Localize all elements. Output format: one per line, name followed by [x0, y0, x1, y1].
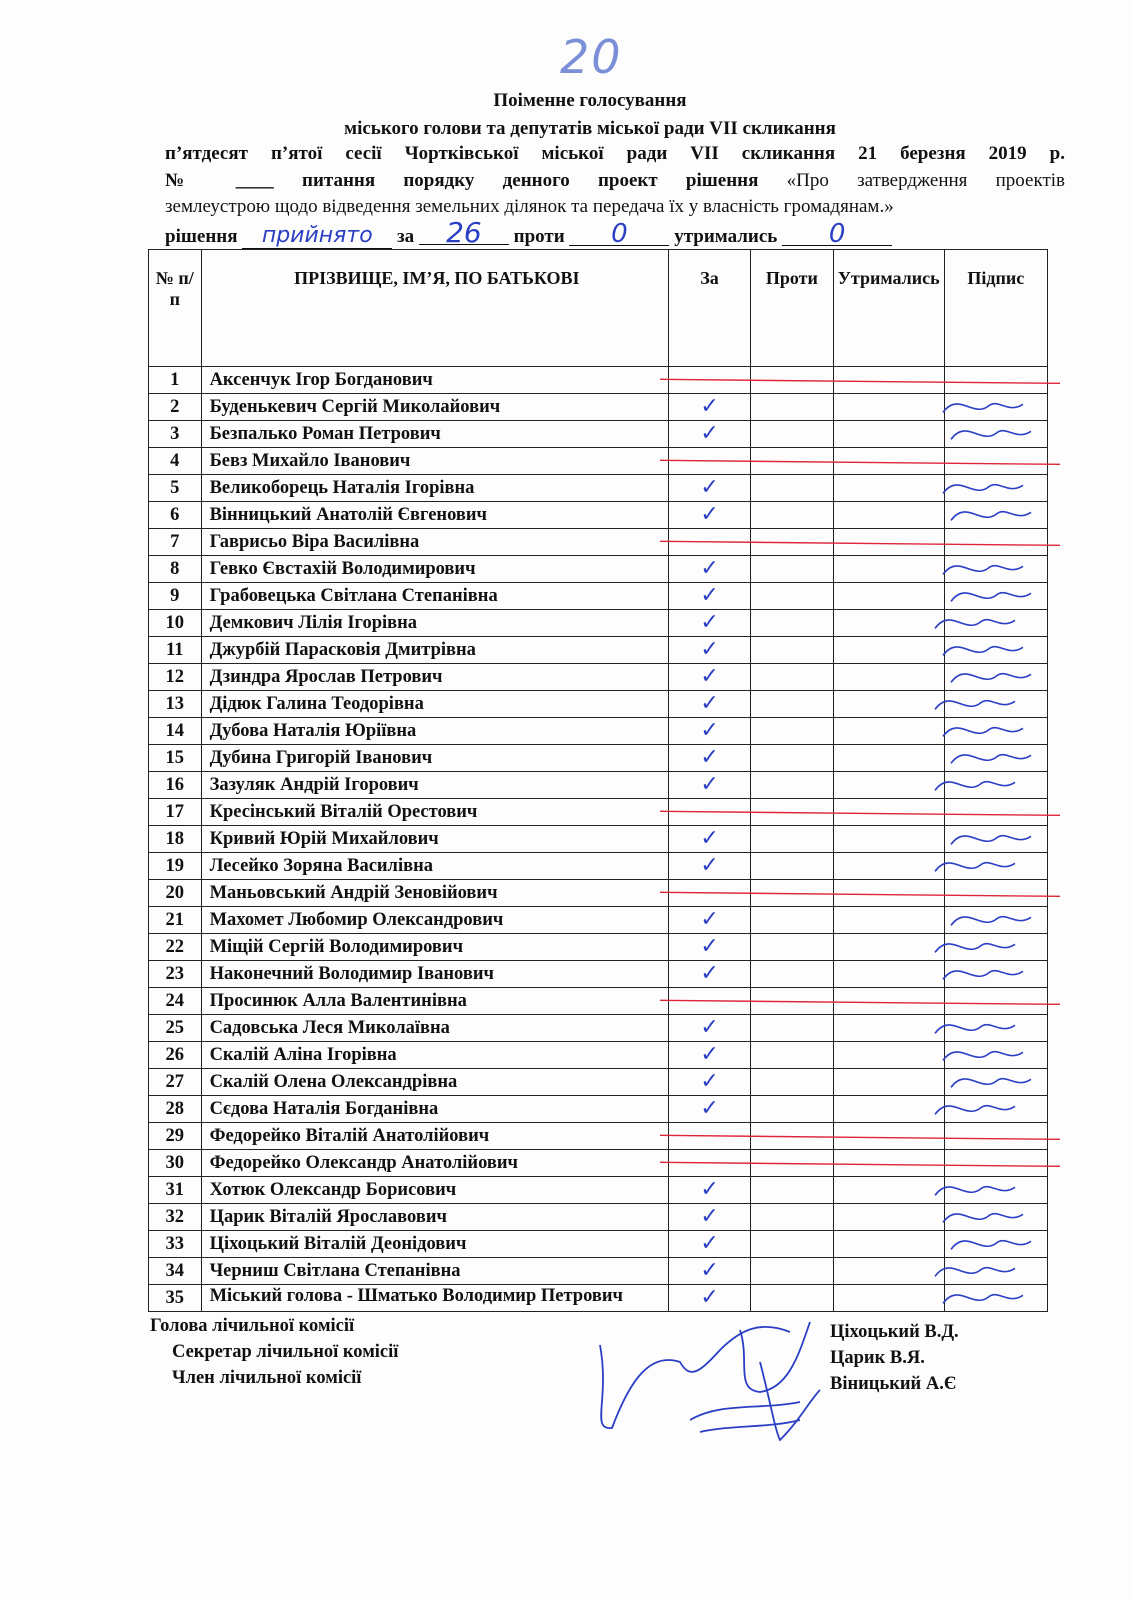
row-number: 27	[149, 1069, 202, 1096]
row-name: Маньовський Андрій Зеновійович	[201, 880, 668, 907]
row-vote-abstain	[833, 529, 944, 556]
row-number: 28	[149, 1096, 202, 1123]
row-vote-abstain	[833, 1096, 944, 1123]
secretary-signature	[690, 1322, 810, 1432]
row-vote-for	[669, 448, 751, 475]
table-row	[149, 1231, 1048, 1258]
row-vote-against	[751, 394, 834, 421]
row-vote-abstain	[833, 1069, 944, 1096]
table-row	[149, 394, 1048, 421]
table-row	[149, 1204, 1048, 1231]
table-row	[149, 637, 1048, 664]
row-vote-abstain	[833, 1123, 944, 1150]
row-vote-abstain	[833, 1150, 944, 1177]
table-row	[149, 934, 1048, 961]
document-subtitle: міського голови та депутатів міської ради VII скликання	[344, 118, 836, 139]
row-number: 26	[149, 1042, 202, 1069]
row-number: 21	[149, 907, 202, 934]
row-vote-abstain	[833, 610, 944, 637]
row-vote-against	[751, 718, 834, 745]
row-vote-against	[751, 529, 834, 556]
row-vote-abstain	[833, 421, 944, 448]
row-name: Гаврисьо Віра Василівна	[201, 529, 668, 556]
commission-signatures	[600, 1322, 820, 1440]
row-number: 16	[149, 772, 202, 799]
row-name: Міський голова - Шматько Володимир Петрович	[201, 1285, 668, 1312]
row-name: Просинюк Алла Валентинівна	[201, 988, 668, 1015]
row-vote-for: ✓	[669, 1231, 751, 1258]
row-number: 23	[149, 961, 202, 988]
row-signature	[944, 394, 1047, 421]
row-signature	[944, 1096, 1047, 1123]
decision-line	[165, 216, 892, 249]
against-label: проти	[513, 226, 565, 247]
row-number: 29	[149, 1123, 202, 1150]
row-vote-for: ✓	[669, 664, 751, 691]
row-name: Скалій Аліна Ігорівна	[201, 1042, 668, 1069]
row-vote-abstain	[833, 475, 944, 502]
row-vote-abstain	[833, 934, 944, 961]
row-vote-for: ✓	[669, 1069, 751, 1096]
document-title: Поіменне голосування	[493, 90, 687, 111]
row-signature	[944, 826, 1047, 853]
row-vote-against	[751, 1231, 834, 1258]
table-row	[149, 529, 1048, 556]
row-vote-against	[751, 1258, 834, 1285]
table-row	[149, 853, 1048, 880]
row-number: 15	[149, 745, 202, 772]
row-vote-for: ✓	[669, 1177, 751, 1204]
row-name: Дубова Наталія Юріївна	[201, 718, 668, 745]
row-vote-abstain	[833, 1258, 944, 1285]
row-vote-against	[751, 610, 834, 637]
header-for: За	[669, 250, 751, 367]
row-name: Царик Віталій Ярославович	[201, 1204, 668, 1231]
row-vote-against	[751, 1096, 834, 1123]
row-vote-abstain	[833, 556, 944, 583]
row-name: Федорейко Віталій Анатолійович	[201, 1123, 668, 1150]
row-vote-against	[751, 907, 834, 934]
row-signature	[944, 1285, 1047, 1312]
row-number: 1	[149, 367, 202, 394]
row-vote-against	[751, 556, 834, 583]
row-vote-abstain	[833, 637, 944, 664]
row-signature	[944, 421, 1047, 448]
row-vote-for: ✓	[669, 1204, 751, 1231]
row-number: 6	[149, 502, 202, 529]
table-row	[149, 556, 1048, 583]
row-vote-for: ✓	[669, 1042, 751, 1069]
row-vote-against	[751, 934, 834, 961]
row-vote-for: ✓	[669, 961, 751, 988]
row-vote-for	[669, 799, 751, 826]
row-vote-against	[751, 1177, 834, 1204]
row-signature	[944, 1042, 1047, 1069]
table-row	[149, 1015, 1048, 1042]
row-name: Черниш Світлана Степанівна	[201, 1258, 668, 1285]
table-row	[149, 583, 1048, 610]
table-row	[149, 1177, 1048, 1204]
against-value: 0	[569, 223, 669, 246]
row-name: Кривий Юрій Михайлович	[201, 826, 668, 853]
table-row	[149, 421, 1048, 448]
row-vote-for: ✓	[669, 637, 751, 664]
row-number: 30	[149, 1150, 202, 1177]
row-signature	[944, 1177, 1047, 1204]
header-name: ПРІЗВИЩЕ, ІМ’Я, ПО БАТЬКОВІ	[201, 250, 668, 367]
row-vote-abstain	[833, 583, 944, 610]
header-num: № п/п	[149, 250, 202, 367]
row-signature	[944, 664, 1047, 691]
commission-secretary-name: Царик В.Я.	[830, 1348, 925, 1368]
table-row	[149, 961, 1048, 988]
row-vote-for: ✓	[669, 502, 751, 529]
row-signature	[944, 583, 1047, 610]
table-body	[149, 367, 1048, 1312]
for-value: 26	[419, 222, 509, 245]
row-number: 4	[149, 448, 202, 475]
row-vote-abstain	[833, 853, 944, 880]
row-name: Аксенчук Ігор Богданович	[201, 367, 668, 394]
row-name: Демкович Лілія Ігорівна	[201, 610, 668, 637]
row-number: 25	[149, 1015, 202, 1042]
row-vote-abstain	[833, 772, 944, 799]
row-signature	[944, 691, 1047, 718]
row-vote-abstain	[833, 448, 944, 475]
row-number: 33	[149, 1231, 202, 1258]
row-signature	[944, 502, 1047, 529]
decision-label: рішення	[165, 226, 238, 247]
row-name: Скалій Олена Олександрівна	[201, 1069, 668, 1096]
table-row	[149, 718, 1048, 745]
row-vote-for: ✓	[669, 853, 751, 880]
row-vote-against	[751, 1069, 834, 1096]
row-vote-against	[751, 637, 834, 664]
row-signature	[944, 1123, 1047, 1150]
chair-signature	[600, 1327, 790, 1428]
row-vote-against	[751, 799, 834, 826]
row-vote-against	[751, 988, 834, 1015]
row-vote-abstain	[833, 691, 944, 718]
table-row	[149, 745, 1048, 772]
row-vote-against	[751, 448, 834, 475]
row-number: 13	[149, 691, 202, 718]
table-row	[149, 610, 1048, 637]
row-vote-abstain	[833, 1042, 944, 1069]
table-row	[149, 826, 1048, 853]
row-signature	[944, 1069, 1047, 1096]
abstain-label: утримались	[674, 226, 778, 247]
session-line: п’ятдесят п’ятої сесії Чортківської міської ради VII скликання 21 березня 2019 р.	[165, 143, 1065, 164]
row-vote-abstain	[833, 745, 944, 772]
table-header-row	[149, 250, 1048, 367]
row-vote-against	[751, 1042, 834, 1069]
row-vote-for: ✓	[669, 718, 751, 745]
row-vote-for: ✓	[669, 907, 751, 934]
row-vote-against	[751, 772, 834, 799]
member-signature	[760, 1362, 820, 1440]
row-vote-for	[669, 880, 751, 907]
row-name: Дзиндра Ярослав Петрович	[201, 664, 668, 691]
row-vote-abstain	[833, 799, 944, 826]
row-vote-against	[751, 664, 834, 691]
row-number: 3	[149, 421, 202, 448]
row-number: 17	[149, 799, 202, 826]
row-vote-abstain	[833, 664, 944, 691]
row-vote-against	[751, 421, 834, 448]
row-vote-for: ✓	[669, 934, 751, 961]
row-signature	[944, 1015, 1047, 1042]
row-signature	[944, 367, 1047, 394]
row-vote-for: ✓	[669, 421, 751, 448]
row-number: 22	[149, 934, 202, 961]
table-row	[149, 880, 1048, 907]
row-signature	[944, 880, 1047, 907]
table-row	[149, 1150, 1048, 1177]
row-name: Бевз Михайло Іванович	[201, 448, 668, 475]
agenda-title-start: «Про затвердження проектів	[786, 170, 1065, 191]
row-name: Буденькевич Сергій Миколайович	[201, 394, 668, 421]
row-vote-for: ✓	[669, 826, 751, 853]
table-row	[149, 691, 1048, 718]
row-signature	[944, 745, 1047, 772]
row-vote-abstain	[833, 988, 944, 1015]
table-row	[149, 1285, 1048, 1312]
row-vote-against	[751, 475, 834, 502]
row-vote-abstain	[833, 1231, 944, 1258]
row-name: Федорейко Олександр Анатолійович	[201, 1150, 668, 1177]
row-name: Зазуляк Андрій Ігорович	[201, 772, 668, 799]
row-vote-abstain	[833, 826, 944, 853]
row-vote-against	[751, 691, 834, 718]
row-vote-against	[751, 367, 834, 394]
row-number: 34	[149, 1258, 202, 1285]
commission-member-name: Віницький А.Є	[830, 1374, 957, 1394]
row-vote-against	[751, 961, 834, 988]
row-signature	[944, 1204, 1047, 1231]
row-vote-for: ✓	[669, 1285, 751, 1312]
decision-value: прийнято	[242, 223, 392, 249]
row-number: 11	[149, 637, 202, 664]
row-signature	[944, 934, 1047, 961]
table-row	[149, 907, 1048, 934]
row-vote-abstain	[833, 718, 944, 745]
row-signature	[944, 1231, 1047, 1258]
table-row	[149, 1258, 1048, 1285]
row-number: 31	[149, 1177, 202, 1204]
row-number: 35	[149, 1285, 202, 1312]
row-signature	[944, 907, 1047, 934]
row-vote-against	[751, 1015, 834, 1042]
row-vote-against	[751, 1204, 834, 1231]
row-number: 2	[149, 394, 202, 421]
commission-chair-name: Ціхоцький В.Д.	[830, 1322, 959, 1342]
row-name: Джурбій Парасковія Дмитрівна	[201, 637, 668, 664]
row-vote-against	[751, 745, 834, 772]
row-vote-abstain	[833, 961, 944, 988]
row-vote-abstain	[833, 1177, 944, 1204]
row-number: 5	[149, 475, 202, 502]
row-signature	[944, 772, 1047, 799]
row-number: 8	[149, 556, 202, 583]
abstain-value: 0	[782, 223, 892, 246]
row-vote-for: ✓	[669, 394, 751, 421]
row-vote-against	[751, 853, 834, 880]
row-number: 32	[149, 1204, 202, 1231]
row-vote-abstain	[833, 394, 944, 421]
row-vote-for: ✓	[669, 691, 751, 718]
row-signature	[944, 610, 1047, 637]
row-name: Кресінський Віталій Орестович	[201, 799, 668, 826]
row-vote-for: ✓	[669, 1258, 751, 1285]
row-name: Безпалько Роман Петрович	[201, 421, 668, 448]
row-number: 24	[149, 988, 202, 1015]
table-row	[149, 502, 1048, 529]
row-vote-abstain	[833, 367, 944, 394]
row-vote-for	[669, 988, 751, 1015]
header-abstain: Утримались	[833, 250, 944, 367]
row-name: Великоборець Наталія Ігорівна	[201, 475, 668, 502]
row-vote-against	[751, 880, 834, 907]
for-label: за	[397, 226, 415, 247]
table-row	[149, 1123, 1048, 1150]
agenda-number-prefix: № ____ питання порядку денного проект рішення	[165, 170, 759, 191]
row-number: 14	[149, 718, 202, 745]
row-name: Дідюк Галина Теодорівна	[201, 691, 668, 718]
row-vote-against	[751, 1150, 834, 1177]
row-vote-for: ✓	[669, 610, 751, 637]
row-name: Махомет Любомир Олександрович	[201, 907, 668, 934]
row-number: 19	[149, 853, 202, 880]
row-signature	[944, 556, 1047, 583]
agenda-line-1	[165, 170, 1065, 192]
row-vote-for: ✓	[669, 556, 751, 583]
row-signature	[944, 718, 1047, 745]
row-name: Сєдова Наталія Богданівна	[201, 1096, 668, 1123]
row-number: 18	[149, 826, 202, 853]
row-vote-abstain	[833, 907, 944, 934]
row-name: Дубина Григорій Іванович	[201, 745, 668, 772]
row-name: Лесейко Зоряна Василівна	[201, 853, 668, 880]
roll-call-table	[148, 249, 1048, 1312]
row-vote-for: ✓	[669, 1096, 751, 1123]
row-name: Хотюк Олександр Борисович	[201, 1177, 668, 1204]
row-name: Гевко Євстахій Володимирович	[201, 556, 668, 583]
row-name: Наконечний Володимир Іванович	[201, 961, 668, 988]
row-vote-for: ✓	[669, 772, 751, 799]
table-row	[149, 988, 1048, 1015]
row-vote-for	[669, 529, 751, 556]
table-row	[149, 772, 1048, 799]
row-name: Міщій Сергій Володимирович	[201, 934, 668, 961]
row-signature	[944, 853, 1047, 880]
row-number: 9	[149, 583, 202, 610]
row-vote-for: ✓	[669, 583, 751, 610]
row-vote-abstain	[833, 1285, 944, 1312]
row-number: 10	[149, 610, 202, 637]
row-vote-for	[669, 1150, 751, 1177]
row-signature	[944, 448, 1047, 475]
row-vote-for: ✓	[669, 745, 751, 772]
row-vote-for	[669, 367, 751, 394]
row-vote-against	[751, 1123, 834, 1150]
row-signature	[944, 961, 1047, 988]
table-row	[149, 1069, 1048, 1096]
row-vote-against	[751, 502, 834, 529]
table-row	[149, 448, 1048, 475]
row-signature	[944, 1258, 1047, 1285]
commission-chair-label: Голова лічильної комісії	[150, 1316, 355, 1336]
row-vote-abstain	[833, 1204, 944, 1231]
row-name: Вінницький Анатолій Євгенович	[201, 502, 668, 529]
agenda-title-end: землеустрою щодо відведення земельних ділянок та передача їх у власність громадянам.»	[165, 196, 894, 217]
row-vote-for	[669, 1123, 751, 1150]
table-row	[149, 367, 1048, 394]
page-number: 20	[560, 30, 623, 84]
commission-secretary-label: Секретар лічильної комісії	[172, 1342, 399, 1362]
table-row	[149, 475, 1048, 502]
row-signature	[944, 988, 1047, 1015]
row-vote-for: ✓	[669, 475, 751, 502]
row-number: 20	[149, 880, 202, 907]
row-number: 7	[149, 529, 202, 556]
table-row	[149, 1096, 1048, 1123]
row-signature	[944, 799, 1047, 826]
row-name: Грабовецька Світлана Степанівна	[201, 583, 668, 610]
commission-member-label: Член лічильної комісії	[172, 1368, 362, 1388]
row-name: Ціхоцький Віталій Деонідович	[201, 1231, 668, 1258]
row-signature	[944, 529, 1047, 556]
row-name: Садовська Леся Миколаївна	[201, 1015, 668, 1042]
table-row	[149, 799, 1048, 826]
row-vote-against	[751, 826, 834, 853]
row-vote-abstain	[833, 502, 944, 529]
row-signature	[944, 1150, 1047, 1177]
row-signature	[944, 637, 1047, 664]
header-against: Проти	[751, 250, 834, 367]
table-row	[149, 664, 1048, 691]
row-vote-abstain	[833, 1015, 944, 1042]
row-vote-abstain	[833, 880, 944, 907]
row-number: 12	[149, 664, 202, 691]
row-signature	[944, 475, 1047, 502]
header-signature: Підпис	[944, 250, 1047, 367]
table-row	[149, 1042, 1048, 1069]
row-vote-for: ✓	[669, 1015, 751, 1042]
row-vote-against	[751, 583, 834, 610]
row-vote-against	[751, 1285, 834, 1312]
